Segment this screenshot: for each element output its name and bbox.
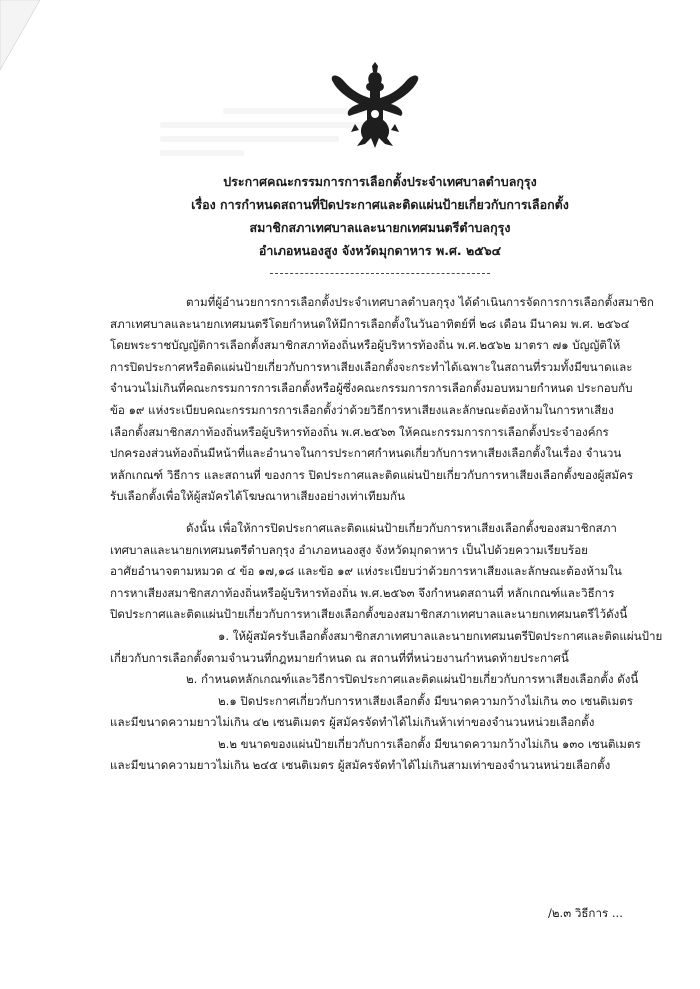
body-line: รับเลือกตั้งเพื่อให้ผู้สมัครได้โฆษณาหาเสียงอย่างเท่าเทียมกัน: [110, 489, 405, 504]
body-line: การหาเสียงสมาชิกสภาท้องถิ่นหรือผู้บริหารท้องถิ่น พ.ศ.๒๕๖๓ จึงกำหนดสถานที่ หลักเกณฑ์และวิธีการ: [110, 585, 615, 600]
body-line: การปิดประกาศหรือติดแผ่นป้ายเกี่ยวกับการหาเสียงเลือกตั้งจะกระทำได้เฉพาะในสถานที่รวมทั้งมีขนาดและ: [110, 359, 633, 374]
body-line: เทศบาลและนายกเทศมนตรีตำบลกุรุง อำเภอหนองสูง จังหวัดมุกดาหาร เป็นไปด้วยความเรียบร้อย: [110, 542, 588, 557]
body-line: หลักเกณฑ์ วิธีการ และสถานที่ ของการ ปิดประกาศและติดแผ่นป้ายเกี่ยวกับการหาเสียงเลือกตั้งของผู้สมัคร: [110, 467, 634, 482]
header-line-3: สมาชิกสภาเทศบาลและนายกเทศมนตรีตำบลกุรุง: [249, 220, 511, 235]
body-line: ดังนั้น เพื่อให้การปิดประกาศและติดแผ่นป้ายเกี่ยวกับการหาเสียงเลือกตั้งของสมาชิกสภา: [186, 520, 617, 535]
header-line-1: ประกาศคณะกรรมการการเลือกตั้งประจำเทศบาลตำบลกุรุง: [223, 174, 537, 189]
body-line: ปิดประกาศและติดแผ่นป้ายเกี่ยวกับการหาเสียงเลือกตั้งของสมาชิกสภาเทศบาลและนายกเทศมนตรีไว้ดังนี้: [110, 607, 628, 622]
continuation-note: /๒.๓ วิธีการ ...: [548, 906, 623, 920]
body-line: จำนวนไม่เกินที่คณะกรรมการการเลือกตั้งหรือผู้ซึ่งคณะกรรมการการเลือกตั้งมอบหมายกำหนด ประกอบกับ: [110, 381, 633, 396]
body-line: ตามที่ผู้อำนวยการการเลือกตั้งประจำเทศบาลตำบลกุรุง ได้ดำเนินการจัดการการเลือกตั้งสมาชิก: [186, 295, 654, 309]
header-line-2: เรื่อง การกำหนดสถานที่ปิดประกาศและติดแผ่นป้ายเกี่ยวกับการเลือกตั้ง: [191, 197, 569, 212]
body-line: ข้อ ๑๙ แห่งระเบียบคณะกรรมการการเลือกตั้งว่าด้วยวิธีการหาเสียงและลักษณะต้องห้ามในการหาเสียง: [110, 402, 614, 417]
body-line: เลือกตั้งสมาชิกสภาท้องถิ่นหรือผู้บริหารท้องถิ่น พ.ศ.๒๕๖๓ ให้คณะกรรมการการเลือกตั้งประจำองค์กร: [110, 424, 609, 439]
page-corner-mark: [0, 0, 40, 70]
garuda-emblem: [325, 62, 425, 157]
body-line: และมีขนาดความยาวไม่เกิน ๒๔๕ เซนติเมตร ผู้สมัครจัดทำได้ไม่เกินสามเท่าของจำนวนหน่วยเลือกตั้ง: [110, 758, 611, 773]
body-line: และมีขนาดความยาวไม่เกิน ๔๒ เซนติเมตร ผู้สมัครจัดทำได้ไม่เกินห้าเท่าของจำนวนหน่วยเลือกตั้ง: [110, 715, 595, 730]
announcement-body: [110, 292, 670, 777]
announcement-header: [120, 170, 640, 262]
body-line: สภาเทศบาลและนายกเทศมนตรีโดยกำหนดให้มีการเลือกตั้งในวันอาทิตย์ที่ ๒๘ เดือน มีนาคม พ.ศ. ๒๕๖๔: [110, 316, 630, 331]
body-line: ๒.๒ ขนาดของแผ่นป้ายเกี่ยวกับการเลือกตั้ง มีขนาดความกว้างไม่เกิน ๑๓๐ เซนติเมตร: [218, 736, 641, 751]
body-line: ๑. ให้ผู้สมัครรับเลือกตั้งสมาชิกสภาเทศบาลและนายกเทศมนตรีปิดประกาศและติดแผ่นป้าย: [218, 628, 663, 643]
body-line: เกี่ยวกับการเลือกตั้งตามจำนวนที่กฎหมายกำหนด ณ สถานที่ที่หน่วยงานกำหนดท้ายประกาศนี้: [110, 650, 569, 665]
body-line: ปกครองส่วนท้องถิ่นมีหน้าที่และอำนาจในการประกาศกำหนดเกี่ยวกับการหาเสียงเลือกตั้งในเรื่อง จำนวน: [110, 446, 622, 461]
header-divider: [270, 273, 490, 274]
body-line: ๒.๑ ปิดประกาศเกี่ยวกับการหาเสียงเลือกตั้ง มีขนาดความกว้างไม่เกิน ๓๐ เซนติเมตร: [218, 693, 634, 708]
header-line-4: อำเภอหนองสูง จังหวัดมุกดาหาร พ.ศ. ๒๕๖๔: [258, 243, 502, 258]
body-line: อาศัยอำนาจตามหมวด ๔ ข้อ ๑๗,๑๘ และข้อ ๑๙ แห่งระเบียบว่าด้วยการหาเสียงและลักษณะต้องห้ามใน: [110, 564, 622, 579]
body-line: โดยพระราชบัญญัติการเลือกตั้งสมาชิกสภาท้องถิ่นหรือผู้บริหารท้องถิ่น พ.ศ.๒๕๖๒ มาตรา ๗๑ บัญญัติให้: [110, 338, 621, 353]
body-line: ๒. กำหนดหลักเกณฑ์และวิธีการปิดประกาศและติดแผ่นป้ายเกี่ยวกับการหาเสียงเลือกตั้ง ดังนี้: [186, 672, 639, 687]
